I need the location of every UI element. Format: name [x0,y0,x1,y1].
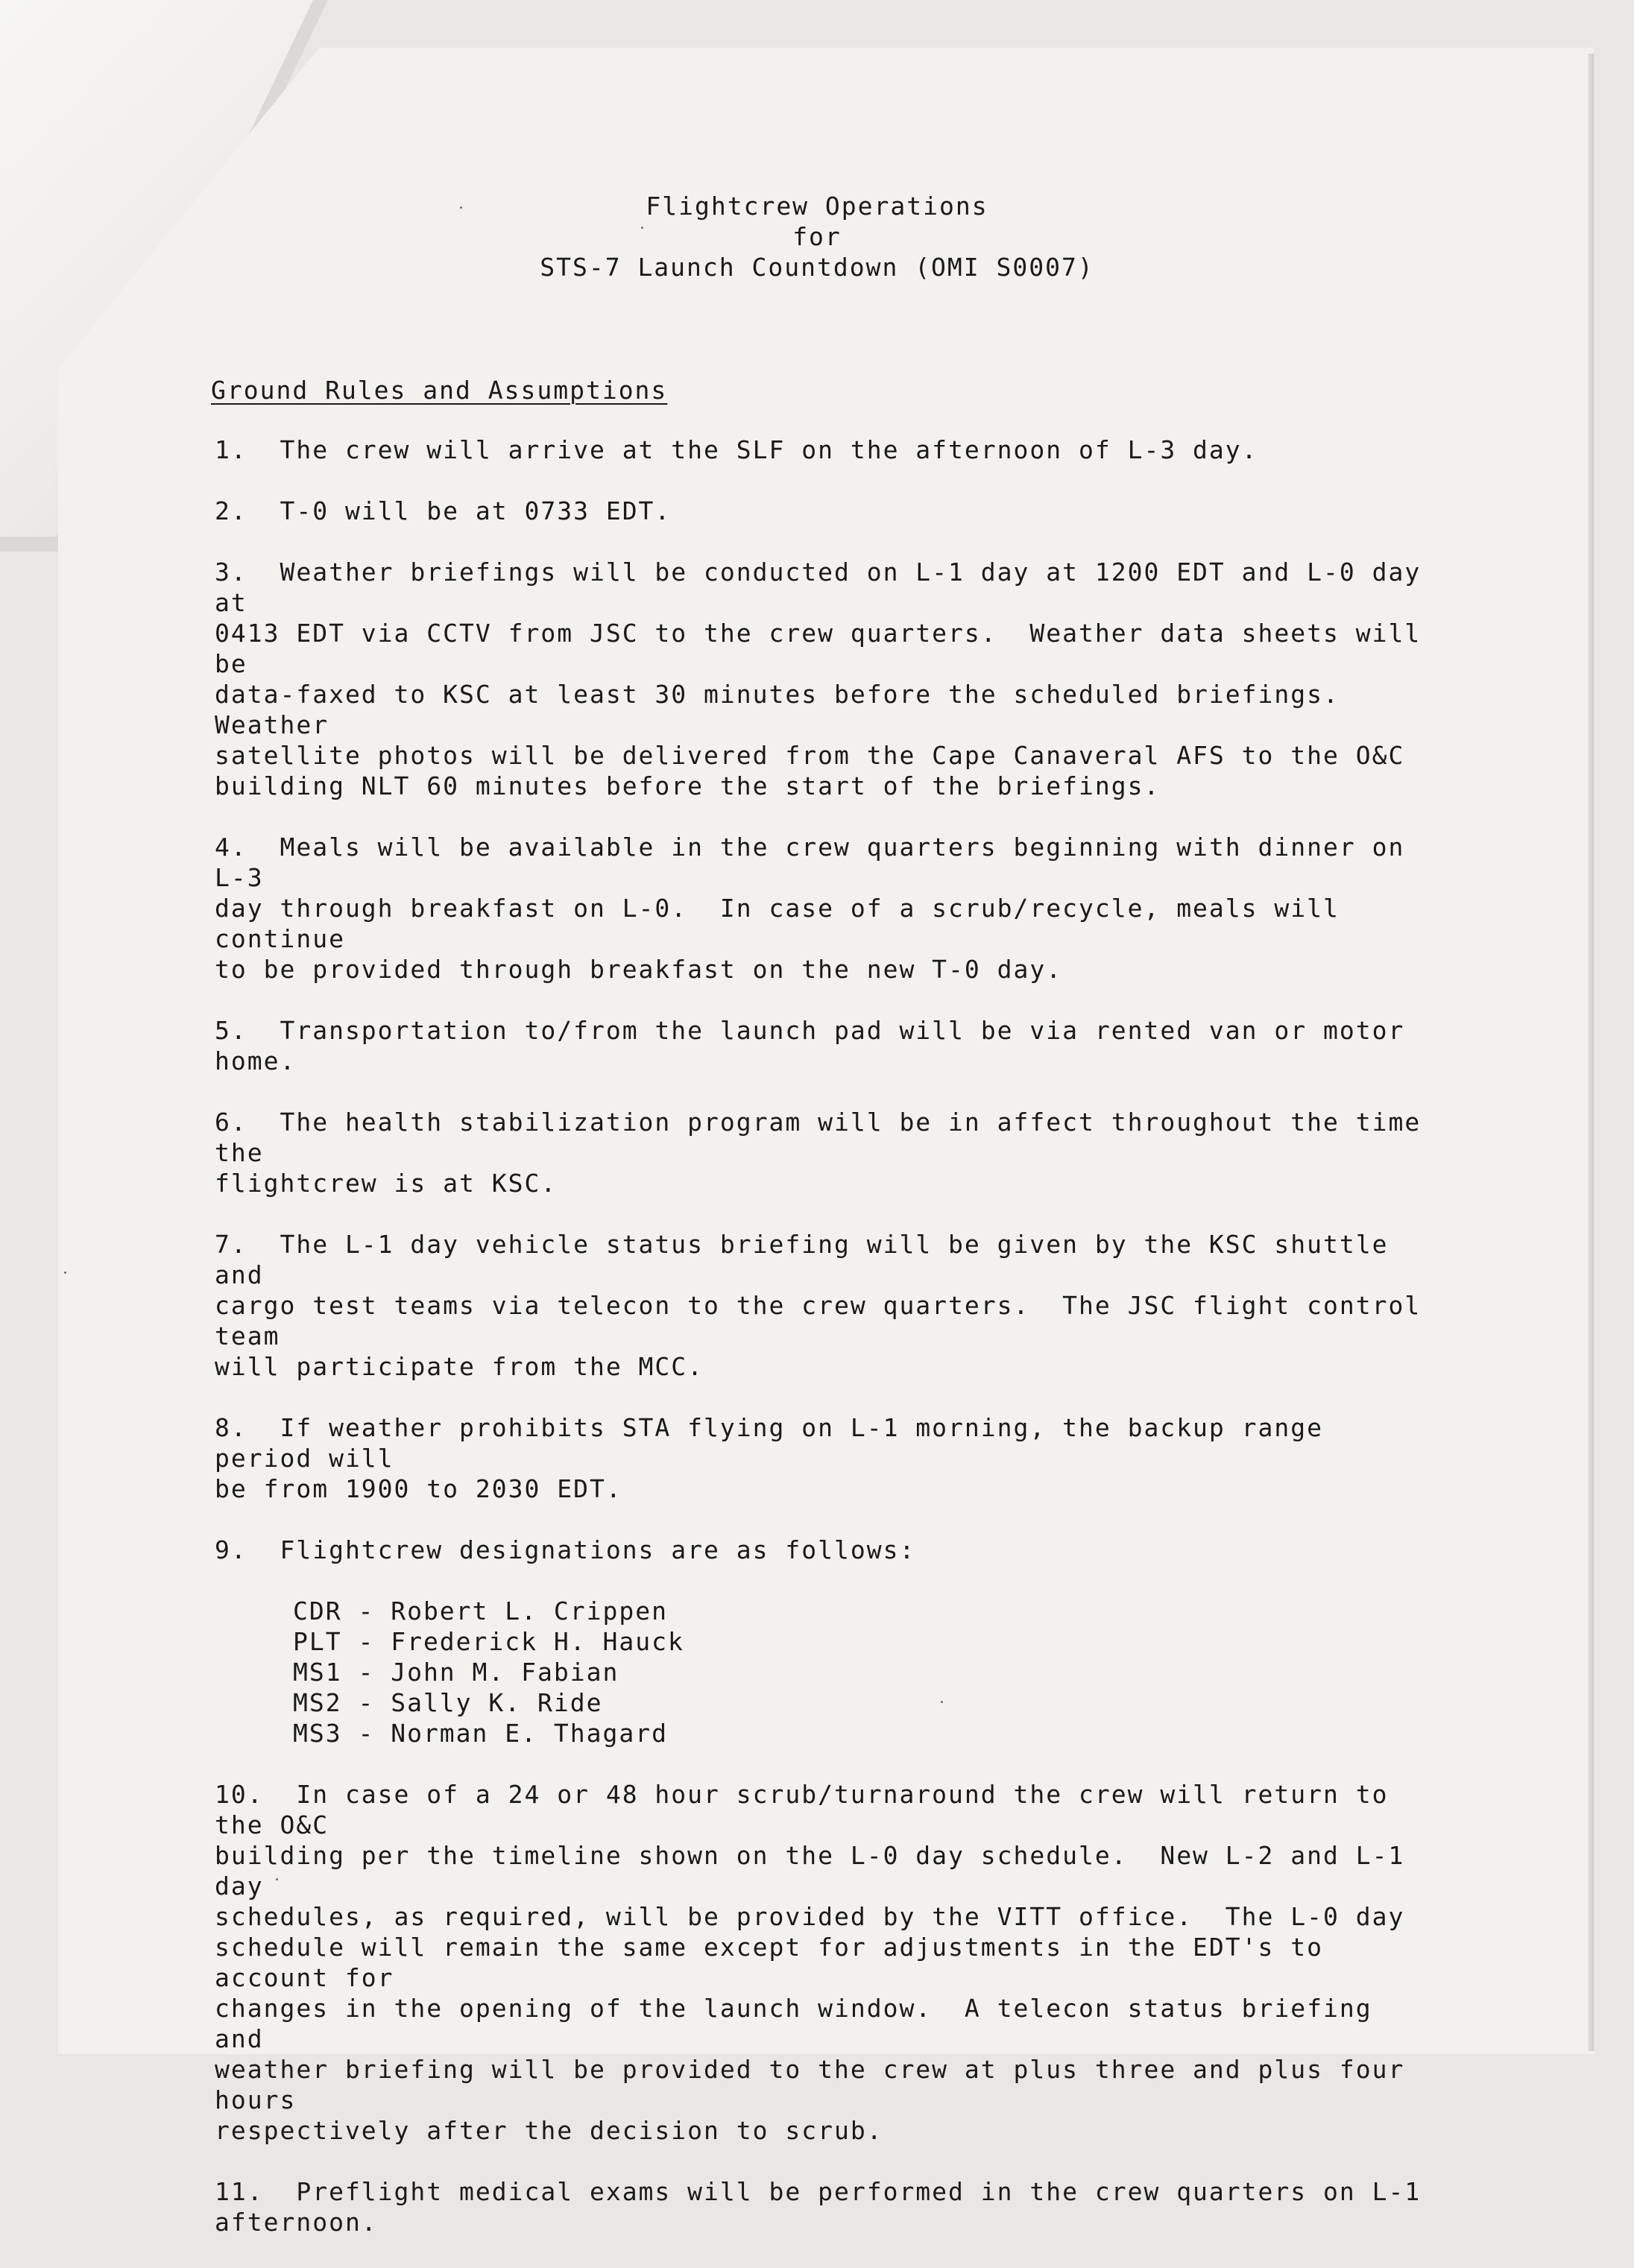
rule-item-5: 5. Transportation to/from the launch pad will be via rented van or motor home. [215,1016,1422,1075]
rule-item-8: 8. If weather prohibits STA flying on L-1 morning, the backup range period will be from 1900 to 2030 EDT. [215,1413,1324,1503]
rule-item-4: 4. Meals will be available in the crew quarters beginning with dinner on L-3 day through breakfast on L-0. In case of a scrub/recycle, meals will continue to be provided through breakfast on the new T-0 day. [215,833,1405,984]
paper-speck [941,1701,943,1703]
crew-row-ms3: MS3 - Norman E. Thagard [293,1719,668,1748]
rule-item-9: 9. Flightcrew designations are as follows: [215,1535,916,1564]
paper-speck [64,1272,66,1274]
paper-speck [460,206,462,209]
rules-list [215,435,1437,2268]
crew-row-ms1: MS1 - John M. Fabian [293,1658,619,1687]
paper-speck [276,1878,278,1880]
rule-item-11: 11. Preflight medical exams will be performed in the crew quarters on L-1 afternoon. [215,2177,1422,2237]
document-title [0,191,1634,282]
rule-item-2: 2. T-0 will be at 0733 EDT. [215,496,672,525]
rule-item-10: 10. In case of a 24 or 48 hour scrub/turnaround the crew will return to the O&C building per the timeline shown on the L-0 day schedule. New L-2 and L-1 day schedules, as required, will be provided by the VITT office. The L-0 day schedule will remain the same except for adjustments in the EDT's to account for changes in the opening of the launch window. A telecon status briefing and weather briefing will be provided to the crew at plus three and plus four hours respectively after the decision to scrub. [215,1780,1405,2145]
crew-row-plt: PLT - Frederick H. Hauck [293,1627,684,1656]
paper-speck [641,227,643,229]
section-heading: Ground Rules and Assumptions [211,376,668,405]
title-line-2: for [792,222,842,251]
rule-item-7: 7. The L-1 day vehicle status briefing will be given by the KSC shuttle and cargo test teams via telecon to the crew quarters. The JSC flight control team will participate from the MCC. [215,1230,1422,1381]
crew-row-ms2: MS2 - Sally K. Ride [293,1688,603,1717]
crew-list [293,1596,1437,1749]
title-line-1: Flightcrew Operations [646,192,988,221]
rule-item-6: 6. The health stabilization program will be in affect throughout the time the flightcrew is at KSC. [215,1108,1422,1198]
rule-item-3: 3. Weather briefings will be conducted on L-1 day at 1200 EDT and L-0 day at 0413 EDT via CCTV from JSC to the crew quarters. Weather data sheets will be data-faxed to KSC at least 30 minutes before the scheduled briefings. Weather satellite photos will be delivered from the Cape Canaveral AFS to the O&C building NLT 60 minutes before the start of the briefings. [215,557,1422,800]
title-line-3: STS-7 Launch Countdown (OMI S0007) [540,253,1094,282]
rule-item-1: 1. The crew will arrive at the SLF on the afternoon of L-3 day. [215,435,1258,464]
crew-row-cdr: CDR - Robert L. Crippen [293,1596,668,1626]
